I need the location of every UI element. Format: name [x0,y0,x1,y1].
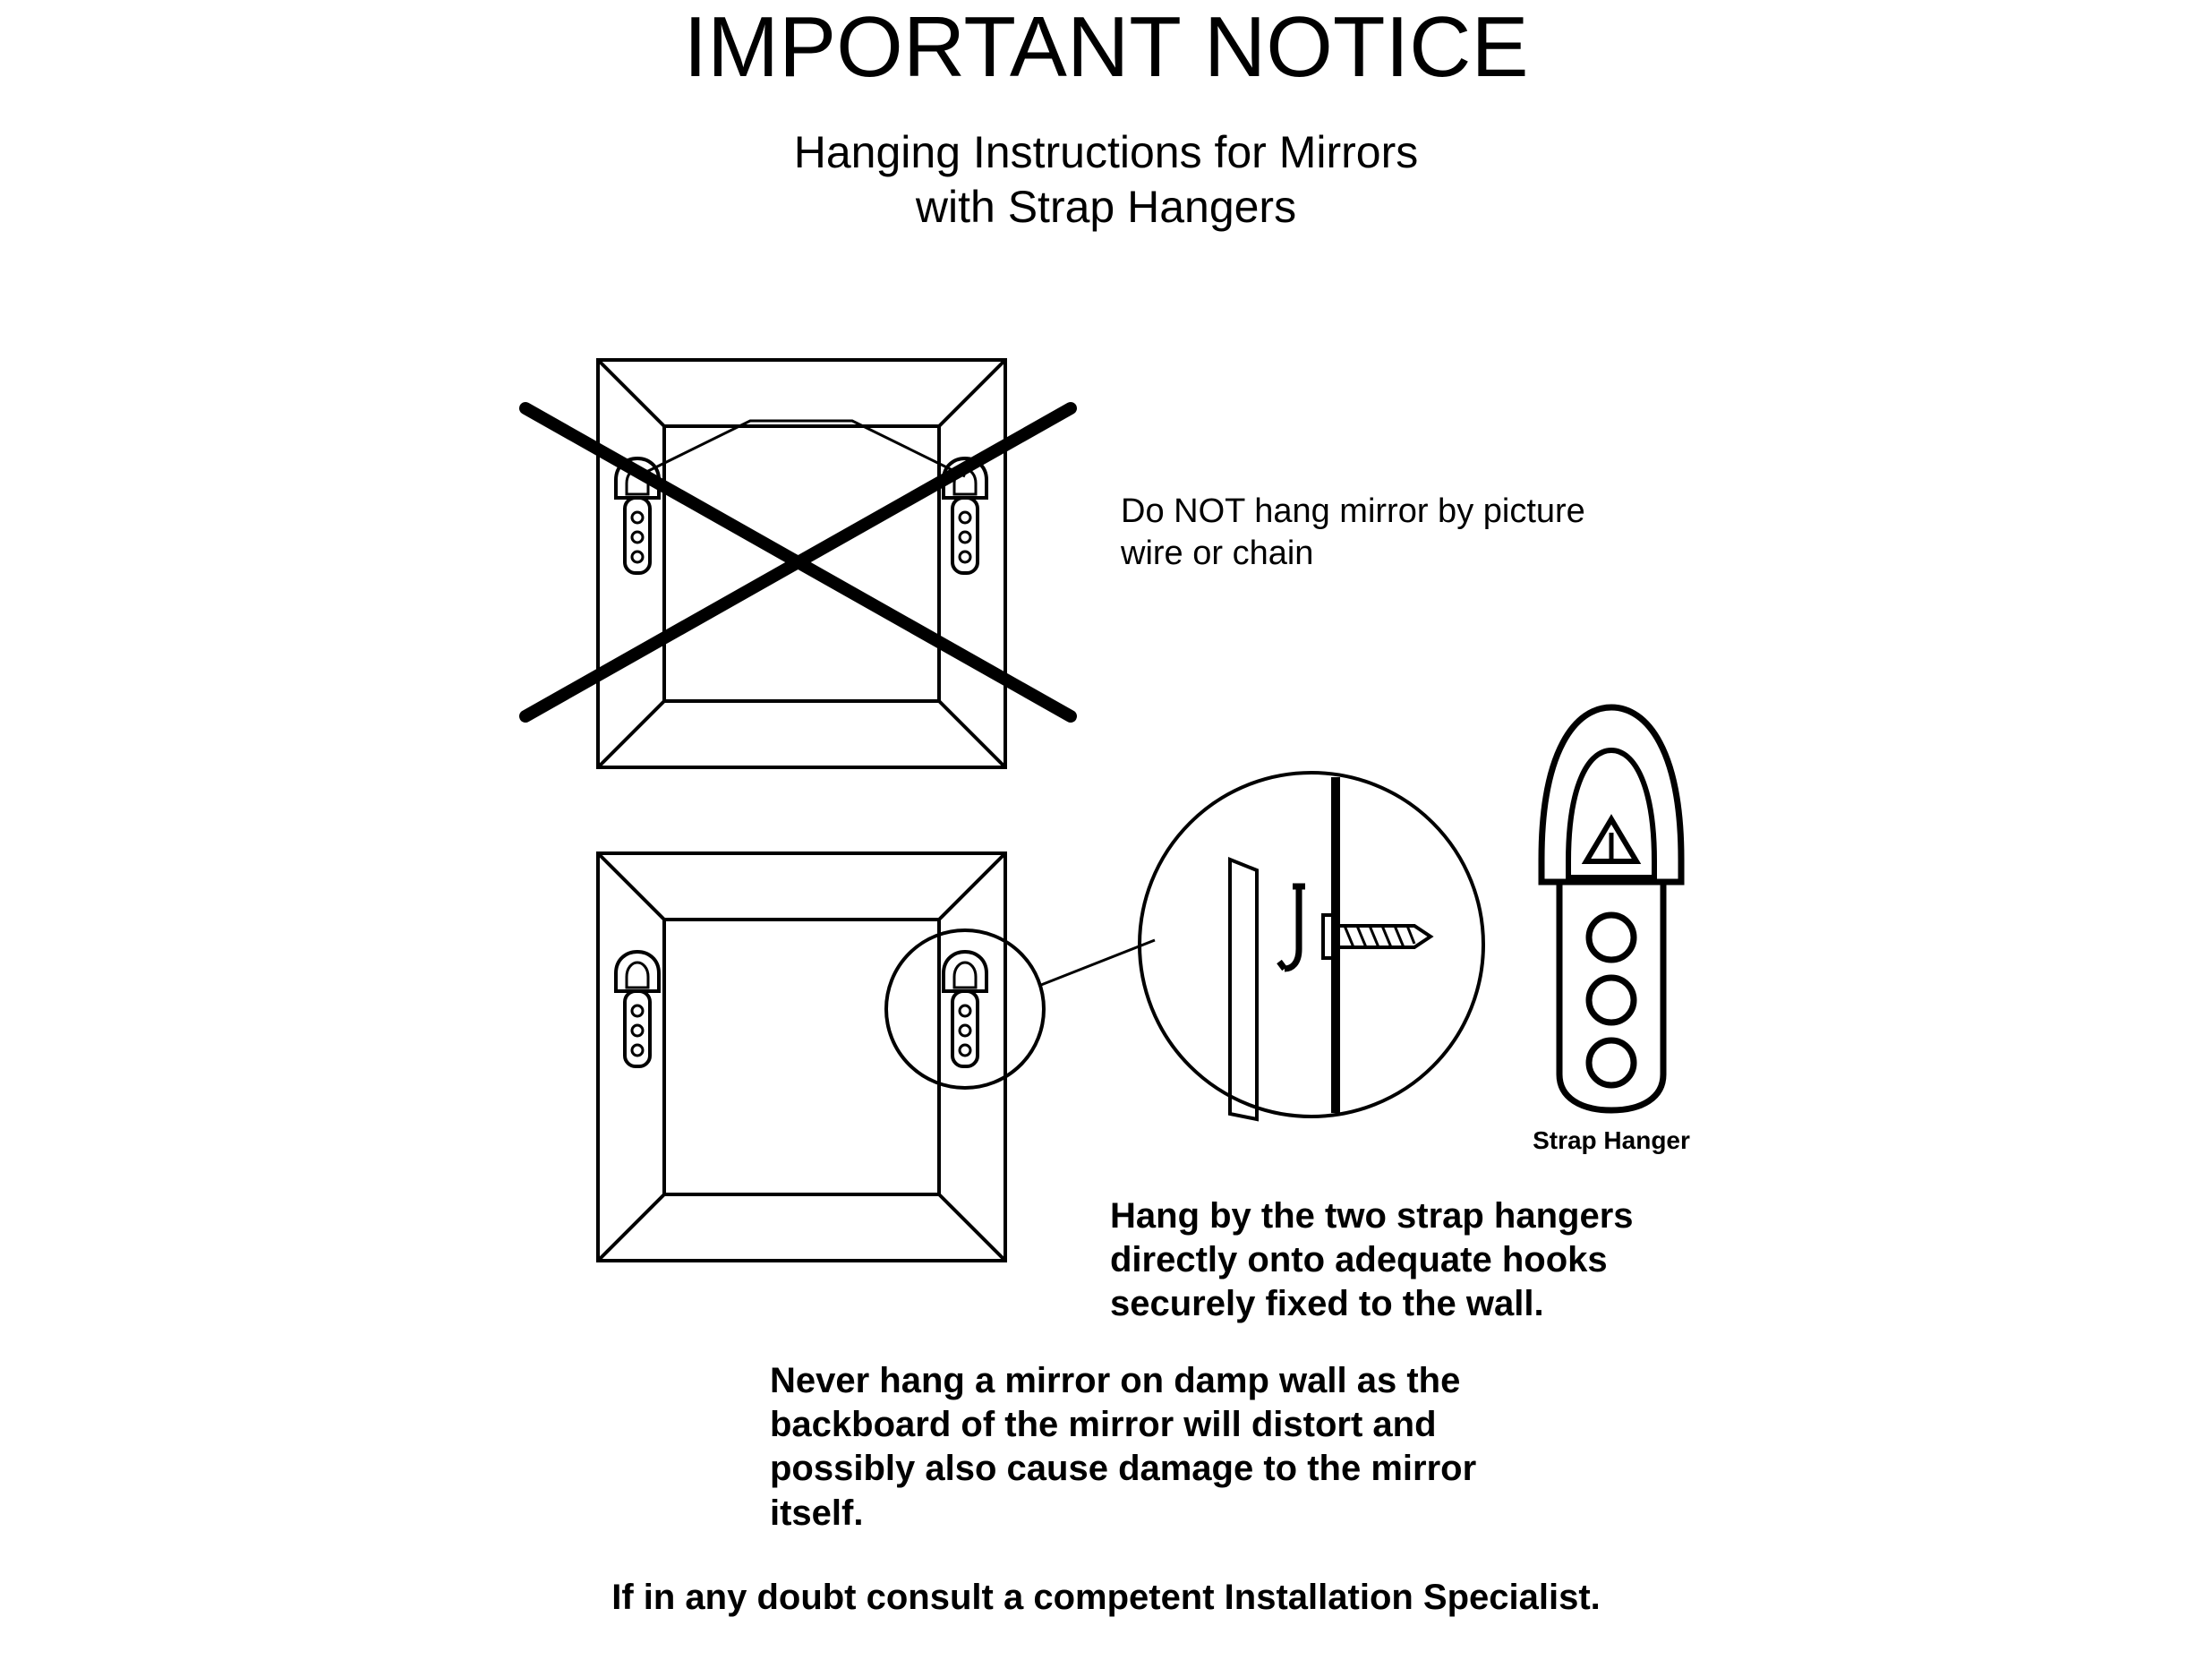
fig-mirror-correct [598,853,1155,1261]
note-consult-specialist: If in any doubt consult a competent Installation Specialist. [611,1578,1601,1617]
note-damp-wall: Never hang a mirror on damp wall as the backboard of the mirror will distort and possibly also cause damage to the mirror itself. [770,1361,1477,1533]
subtitle-line-2: with Strap Hangers [915,182,1297,232]
fig-strap-hanger-closeup [1542,707,1681,1110]
strap-hanger-caption: Strap Hanger [1533,1126,1690,1154]
fig-detail-magnifier [1140,773,1483,1119]
strap-hanger-left-1 [616,458,659,573]
note-hang-by-hangers: Hang by the two strap hangers directly onto adequate hooks securely fixed to the wall. [1110,1196,1634,1324]
strap-hanger-right-2 [944,952,986,1066]
strap-hanger-left-2 [616,952,659,1066]
page-subtitle [0,125,2212,235]
page-title: IMPORTANT NOTICE [683,0,1529,95]
strap-hanger-right-1 [944,458,986,573]
note-do-not-hang: Do NOT hang mirror by picture wire or chain [1121,492,1585,573]
cross-out-mark [525,408,1071,716]
fig-mirror-crossed [525,360,1071,767]
subtitle-line-1: Hanging Instructions for Mirrors [793,127,1419,177]
